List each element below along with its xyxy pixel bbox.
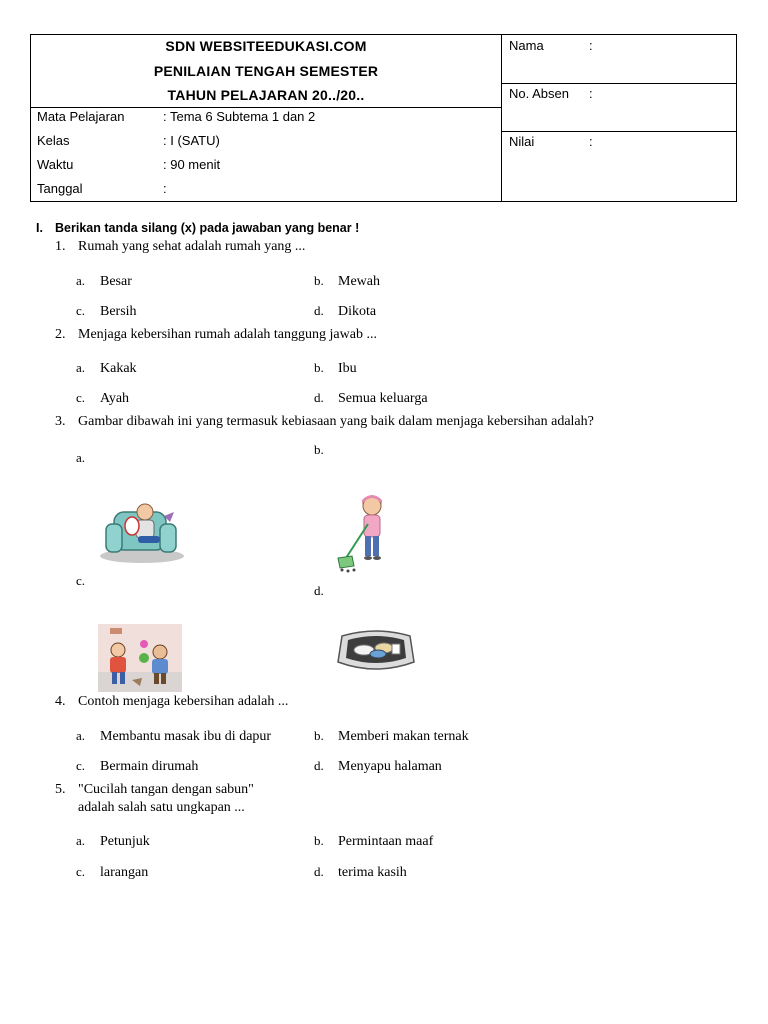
header-divider — [501, 83, 737, 84]
option-letter: a. — [76, 728, 86, 743]
option-letter: b. — [314, 833, 324, 848]
option-letter: b. — [314, 728, 324, 743]
answer-option[interactable] — [76, 864, 148, 881]
time-label: Waktu — [37, 157, 74, 172]
option-text: Dikota — [338, 304, 377, 319]
question-number: 1. — [55, 239, 66, 254]
option-letter: b. — [314, 273, 324, 288]
section-instruction: Berikan tanda silang (x) pada jawaban yang benar ! — [55, 221, 360, 235]
question-text: Menjaga kebersihan rumah adalah tanggung jawab ... — [78, 327, 377, 342]
option-letter: c. — [76, 573, 86, 588]
class-label: Kelas — [37, 133, 70, 148]
option-letter: d. — [314, 864, 324, 879]
option-text: Memberi makan ternak — [338, 729, 469, 744]
option-text: Kakak — [100, 361, 137, 376]
absence-number-field[interactable]: : — [589, 86, 593, 101]
absence-number-label: No. Absen — [509, 86, 569, 101]
exam-title: PENILAIAN TENGAH SEMESTER — [153, 63, 379, 79]
option-letter: d. — [314, 390, 324, 405]
subject-label: Mata Pelajaran — [37, 109, 125, 124]
question-text: Contoh menjaga kebersihan adalah ... — [78, 694, 289, 709]
question-number: 4. — [55, 694, 66, 709]
children-playing-illustration[interactable] — [98, 624, 182, 692]
option-letter: c. — [76, 758, 86, 773]
option-text: Membantu masak ibu di dapur — [100, 729, 272, 744]
answer-option[interactable] — [314, 583, 338, 600]
option-text: Bersih — [100, 304, 137, 319]
subject-value: : Tema 6 Subtema 1 dan 2 — [163, 109, 316, 124]
exam-header-table — [30, 34, 737, 202]
dirty-dishes-illustration[interactable] — [334, 626, 418, 676]
option-text: terima kasih — [338, 865, 407, 880]
answer-option[interactable] — [314, 442, 338, 459]
answer-option[interactable] — [76, 303, 137, 320]
question-text: Gambar dibawah ini yang termasuk kebiasaan yang baik dalam menjaga kebersihan adalah? — [78, 414, 594, 429]
answer-option[interactable] — [314, 833, 433, 850]
option-text: Mewah — [338, 274, 380, 289]
option-text: Bermain dirumah — [100, 759, 199, 774]
girl-sweeping-illustration[interactable] — [334, 492, 400, 574]
question-number: 3. — [55, 414, 66, 429]
name-label: Nama — [509, 38, 544, 53]
option-text: Besar — [100, 274, 132, 289]
option-text: Menyapu halaman — [338, 759, 442, 774]
option-letter: d. — [314, 583, 324, 598]
answer-option[interactable] — [76, 360, 137, 377]
option-letter: b. — [314, 360, 324, 375]
answer-option[interactable] — [314, 728, 469, 745]
option-text: Petunjuk — [100, 834, 150, 849]
answer-option[interactable] — [76, 728, 271, 745]
section-number: I. — [36, 221, 43, 235]
option-letter: a. — [76, 450, 86, 465]
header-divider — [501, 35, 502, 201]
option-text: Permintaan maaf — [338, 834, 434, 849]
answer-option[interactable] — [314, 758, 442, 775]
school-name: SDN WEBSITEEDUKASI.COM — [165, 38, 367, 54]
option-letter: c. — [76, 390, 86, 405]
option-letter: a. — [76, 273, 86, 288]
option-letter: c. — [76, 303, 86, 318]
question-text: Rumah yang sehat adalah rumah yang ... — [78, 239, 306, 254]
answer-option[interactable] — [314, 864, 407, 881]
date-label: Tanggal — [37, 181, 83, 196]
answer-option[interactable] — [76, 833, 150, 850]
option-letter: a. — [76, 360, 86, 375]
option-text: Semua keluarga — [338, 391, 428, 406]
option-letter: d. — [314, 303, 324, 318]
time-value: : 90 menit — [163, 157, 221, 172]
answer-option[interactable] — [314, 303, 376, 320]
option-letter: c. — [76, 864, 86, 879]
option-letter: a. — [76, 833, 86, 848]
answer-option[interactable] — [76, 758, 198, 775]
academic-year: TAHUN PELAJARAN 20../20.. — [167, 87, 365, 103]
option-letter: d. — [314, 758, 324, 773]
child-on-sofa-illustration[interactable] — [98, 494, 186, 564]
class-value: : I (SATU) — [163, 133, 220, 148]
answer-option[interactable] — [76, 573, 100, 590]
question-text: "Cucilah tangan dengan sabun" — [78, 782, 254, 797]
answer-option[interactable] — [314, 360, 357, 377]
name-field[interactable]: : — [589, 38, 593, 53]
score-field[interactable]: : — [589, 134, 593, 149]
option-text: larangan — [100, 865, 149, 880]
answer-option[interactable] — [314, 390, 428, 407]
answer-option[interactable] — [314, 273, 380, 290]
date-value: : — [163, 181, 167, 196]
question-number: 2. — [55, 327, 66, 342]
header-divider — [501, 131, 737, 132]
header-divider — [31, 107, 501, 108]
option-text: Ibu — [338, 361, 357, 376]
answer-option[interactable] — [76, 273, 132, 290]
score-label: Nilai — [509, 134, 535, 149]
option-letter: b. — [314, 442, 324, 457]
answer-option[interactable] — [76, 450, 100, 467]
question-number: 5. — [55, 782, 66, 797]
answer-option[interactable] — [76, 390, 129, 407]
question-text: adalah salah satu ungkapan ... — [78, 800, 245, 815]
option-text: Ayah — [100, 391, 130, 406]
